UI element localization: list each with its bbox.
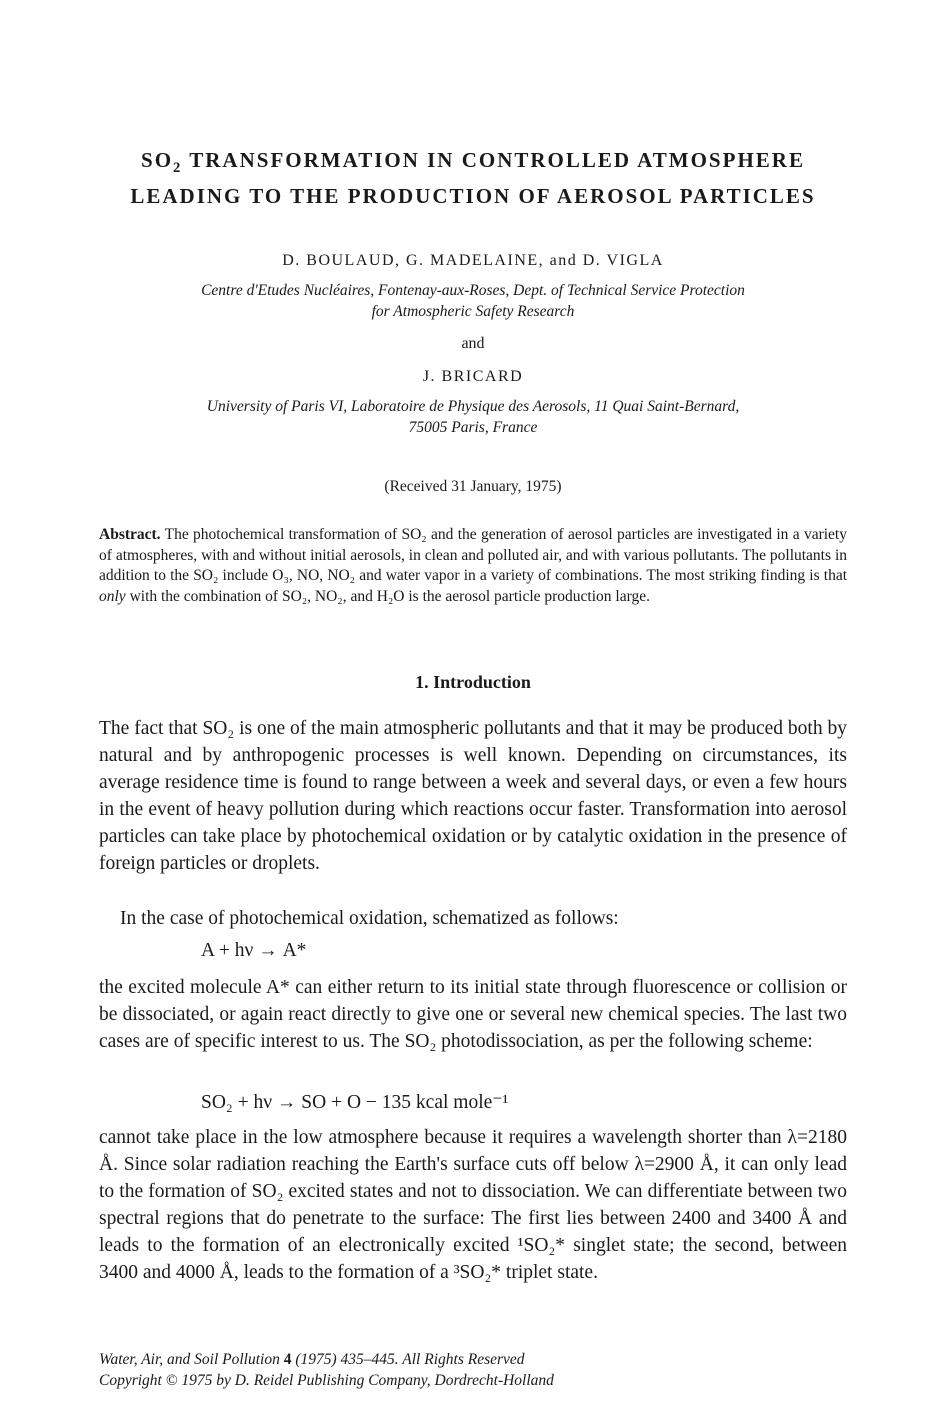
- footer-copyright: Copyright © 1975 by D. Reidel Publishing Company, Dordrecht-Holland: [99, 1371, 554, 1389]
- affiliation-1: Centre d'Etudes Nucléaires, Fontenay-aux-Roses, Dept. of Technical Service Protection for Atmospheric Safety Research: [201, 282, 745, 320]
- title-line-1: $SO_2$ TRANSFORMATION IN CONTROLLED ATMOSPHERE: [141, 148, 805, 177]
- footer-citation: Water, Air, and Soil Pollution 4 (1975) 435–445. All Rights Reserved: [99, 1351, 525, 1368]
- paper-title: [60, 142, 886, 214]
- abstract: Abstract. The photochemical transformation of SO₂ and the generation of aerosol particles are investigated in a variety of atmospheres, with and without initial aerosols, in clean and polluted air, and with various pollutants. The pollutants in addition to the SO₂ include O₃, NO, NO₂ and water vapor in a variety of combinations. The most striking finding is that only with the combination of SO₂, NO₂, and H₂O is the aerosol particle production large.: [99, 526, 847, 605]
- paragraph-3: the excited molecule A* can either return to its initial state through fluorescence or collision or be dissociated, or again react directly to give one or several new chemical species. The last two cases are of specific interest to us. The SO₂ photodissociation, as per the following scheme:: [99, 977, 847, 1052]
- paragraph-4: cannot take place in the low atmosphere because it requires a wavelength shorter than λ=2180 Å. Since solar radiation reaching the Earth's surface cuts off below λ=2900 Å, it can only lead to the formation of SO₂ excited states and not to dissociation. We can differentiate between two spectral regions that do penetrate to the surface: The first lies between 2400 and 3400 Å and leads to the formation of an electronically excited ¹SO₂* singlet state; the second, between 3400 and 4000 Å, leads to the formation of a ³SO₂* triplet state.: [99, 1127, 847, 1283]
- received-date: (Received 31 January, 1975): [384, 478, 562, 495]
- equation-1: A + hν → A*: [201, 940, 307, 961]
- abstract-label: Abstract.: [99, 526, 161, 543]
- paragraph-1: The fact that SO₂ is one of the main atmospheric pollutants and that it may be produced both by natural and by anthropogenic processes is well known. Depending on circumstances, its average residence time is found to range between a week and several days, or even a few hours in the event of heavy pollution during which reactions occur faster. Transformation into aerosol particles can take place by photochemical oxidation or by catalytic oxidation in the presence of foreign particles or droplets.: [99, 718, 847, 874]
- equation-2: SO₂ + hν → SO + O − 135 kcal mole⁻¹: [201, 1092, 509, 1113]
- section-heading: 1. Introduction: [415, 672, 531, 692]
- journal-footer: [99, 1350, 847, 1391]
- and-separator: and: [461, 335, 485, 352]
- title-line-2: LEADING TO THE PRODUCTION OF AEROSOL PARTICLES: [130, 184, 816, 208]
- affiliation-2: University of Paris VI, Laboratoire de Physique des Aerosols, 11 Quai Saint-Bernard, 75005 Paris, France: [206, 398, 740, 436]
- author-list: D. BOULAUD, G. MADELAINE, and D. VIGLA: [282, 252, 664, 269]
- paragraph-2: In the case of photochemical oxidation, schematized as follows:: [120, 908, 619, 929]
- second-author: J. BRICARD: [422, 368, 524, 385]
